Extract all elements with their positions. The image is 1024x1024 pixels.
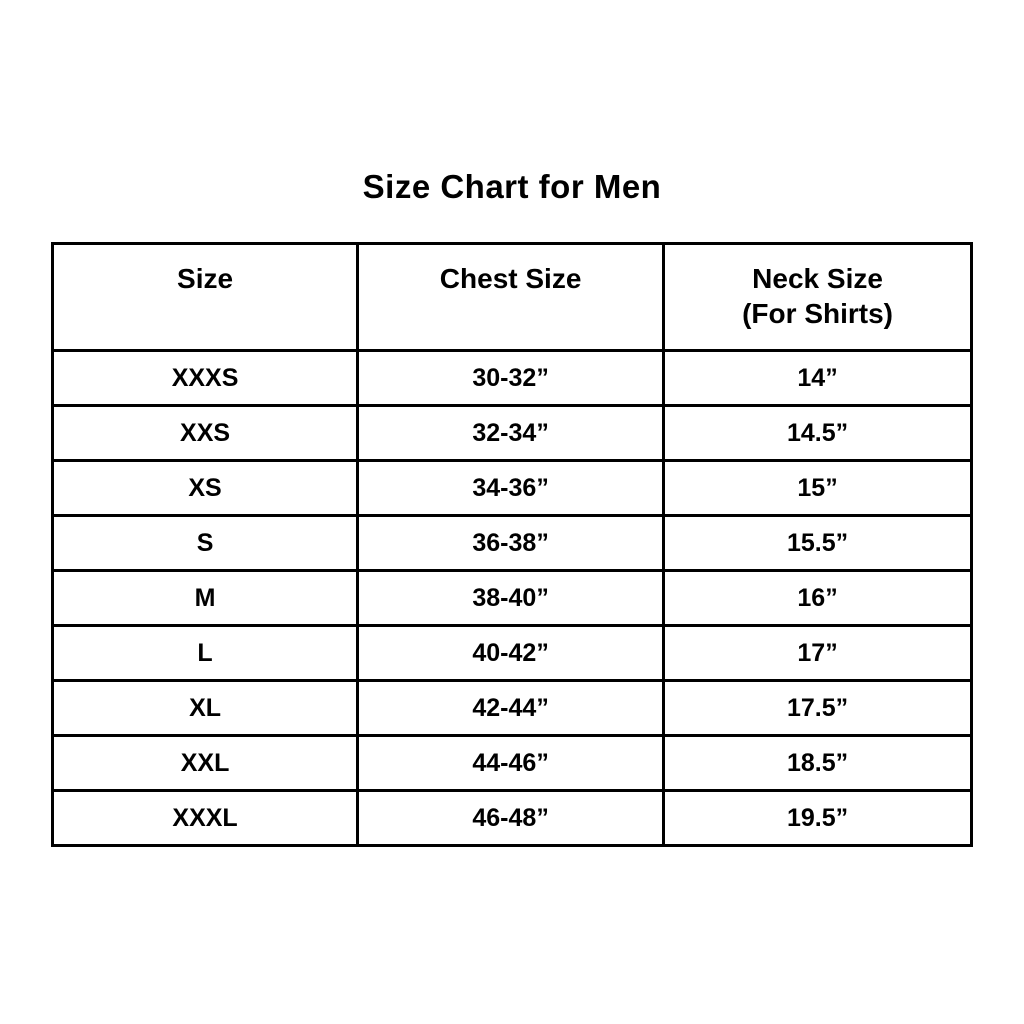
table-row [53, 351, 972, 406]
chest-cell: 32-34” [358, 406, 664, 461]
header-row [53, 244, 972, 351]
chest-cell: 42-44” [358, 681, 664, 736]
chest-cell: 36-38” [358, 516, 664, 571]
chest-cell: 30-32” [358, 351, 664, 406]
header-neck-size [664, 244, 972, 351]
table-row [53, 571, 972, 626]
size-cell: XXXL [53, 791, 358, 846]
size-cell: XL [53, 681, 358, 736]
size-cell: M [53, 571, 358, 626]
table-row [53, 461, 972, 516]
header-size-label: Size [177, 263, 234, 294]
size-cell: XXXS [53, 351, 358, 406]
header-size [53, 244, 358, 351]
size-cell: L [53, 626, 358, 681]
size-cell: XXL [53, 736, 358, 791]
size-cell: S [53, 516, 358, 571]
neck-cell: 14.5” [664, 406, 972, 461]
neck-cell: 17” [664, 626, 972, 681]
header-neck-line1: Neck Size [752, 263, 883, 294]
table-row [53, 406, 972, 461]
table-row [53, 681, 972, 736]
neck-cell: 18.5” [664, 736, 972, 791]
page-title: Size Chart for Men [362, 168, 662, 205]
neck-cell: 15” [664, 461, 972, 516]
neck-cell: 19.5” [664, 791, 972, 846]
chest-cell: 40-42” [358, 626, 664, 681]
chest-cell: 38-40” [358, 571, 664, 626]
table-row [53, 736, 972, 791]
table-row [53, 626, 972, 681]
header-neck-line2: (For Shirts) [742, 298, 893, 329]
table-row [53, 791, 972, 846]
neck-cell: 14” [664, 351, 972, 406]
size-cell: XS [53, 461, 358, 516]
size-cell: XXS [53, 406, 358, 461]
header-chest-label: Chest Size [439, 263, 582, 294]
table-row [53, 516, 972, 571]
chest-cell: 44-46” [358, 736, 664, 791]
neck-cell: 15.5” [664, 516, 972, 571]
neck-cell: 16” [664, 571, 972, 626]
chest-cell: 34-36” [358, 461, 664, 516]
header-chest-size [358, 244, 664, 351]
chest-cell: 46-48” [358, 791, 664, 846]
neck-cell: 17.5” [664, 681, 972, 736]
size-chart-table [51, 242, 973, 847]
